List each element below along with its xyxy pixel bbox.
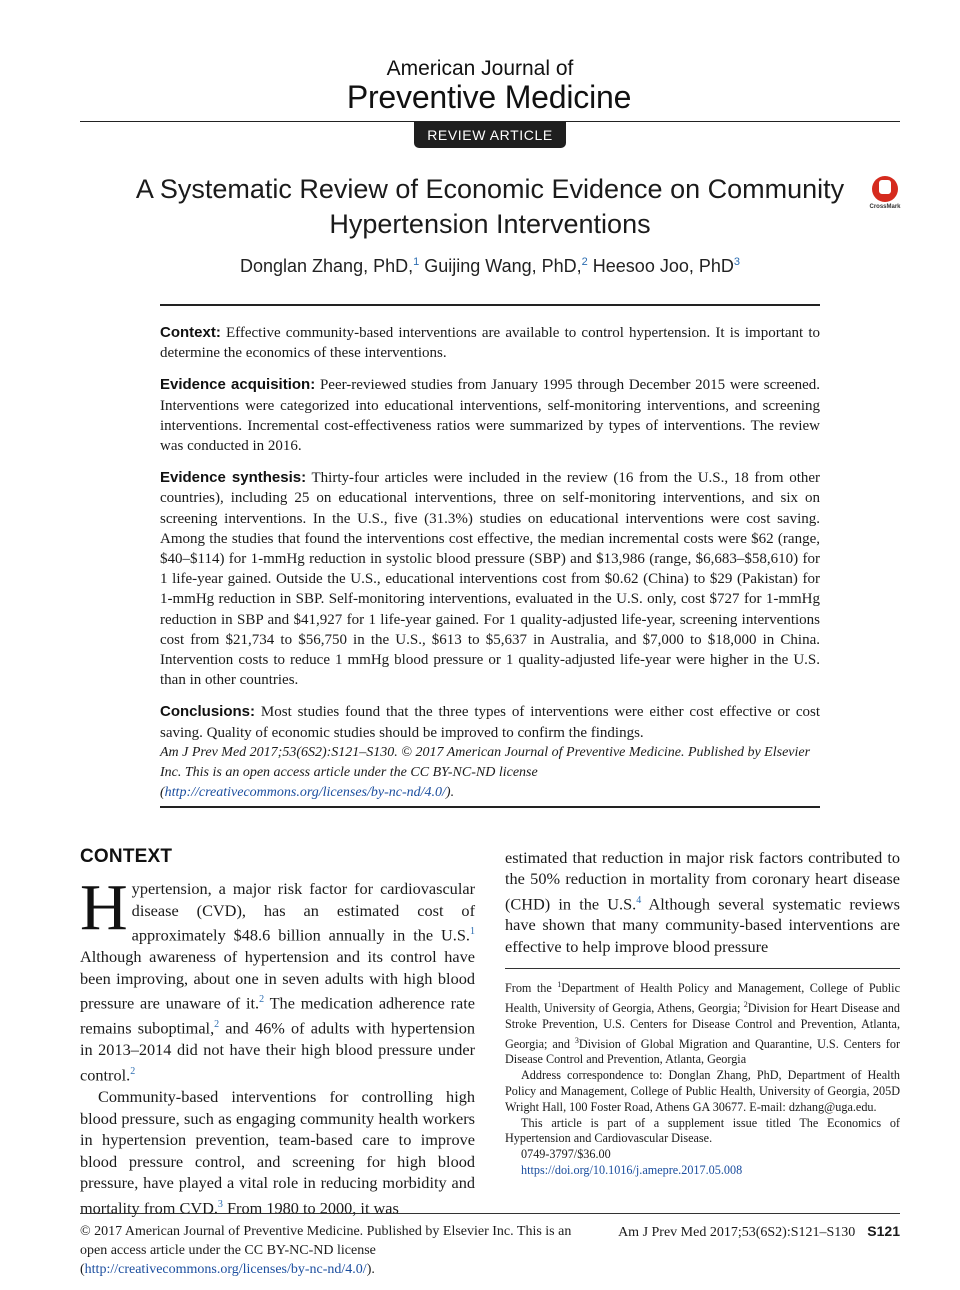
abstract-acquisition-heading: Evidence acquisition:	[160, 376, 316, 394]
journal-name-line1: American Journal of	[386, 57, 574, 80]
reference-link[interactable]: 3	[217, 1199, 223, 1210]
abstract-conclusions-heading: Conclusions:	[160, 703, 256, 721]
paragraph-text: estimated that reduction in major risk factors contributed to the 50% reduction in mortality from coronary heart disease (CHD) in the U.S.	[505, 848, 900, 914]
affiliation-marker: 1	[557, 980, 562, 989]
license-link[interactable]: http://creativecommons.org/licenses/by-nc-nd/4.0/	[164, 784, 446, 800]
journal-name-line2: Preventive Medicine	[346, 79, 632, 115]
footnote-text: Division of Global Migration and Quarantine, U.S. Centers for Disease Control and Prevention, Atlanta, Georgia	[505, 1036, 901, 1067]
reference-link[interactable]: 2	[130, 1066, 136, 1078]
abstract-synthesis	[160, 468, 820, 690]
abstract-conclusions	[160, 702, 820, 742]
footer-rule	[80, 1213, 900, 1214]
abstract-synthesis-heading: Evidence synthesis:	[160, 469, 307, 487]
body-paragraph	[80, 1086, 475, 1219]
footer-license-link[interactable]: http://creativecommons.org/licenses/by-nc-nd/4.0/	[84, 1262, 367, 1277]
footer-paren-open: (	[80, 1262, 85, 1277]
author-name: Guijing Wang, PhD,	[424, 256, 582, 276]
reference-link[interactable]: 1	[470, 926, 475, 938]
paragraph-text: From 1980 to 2000, it was	[222, 1198, 399, 1218]
author-name: Donglan Zhang, PhD,	[239, 256, 414, 276]
abstract-top-rule	[160, 304, 820, 306]
correspondence-note: Address correspondence to: Donglan Zhang, PhD, Department of Health Policy and Management, College of Public Health, University of Georgia, 205D Wright Hall, 100 Foster Road, Athens GA 30677. E-mail: dzhang@uga.edu.	[505, 1068, 900, 1114]
footer-paren-close: ).	[366, 1262, 375, 1277]
abstract-context-heading: Context:	[160, 324, 221, 341]
paragraph-text: Although several systematic reviews have shown that many community-based interventions are effective to help improve blood pressure	[505, 894, 901, 956]
affiliation-marker: 3	[574, 1035, 579, 1045]
abstract-bottom-rule	[160, 806, 820, 808]
paragraph-text: ypertension, a major risk factor for cardiovascular disease (CVD), has an estimated cost of approximately $48.6 billion annually in the U.S.	[131, 879, 475, 945]
body-paragraph	[505, 847, 900, 957]
footnote-rule	[505, 968, 900, 969]
footnotes	[505, 977, 900, 1179]
reference-link[interactable]: 2	[259, 994, 265, 1006]
abstract-citation	[160, 743, 820, 803]
footnote-text: Division for Heart Disease and Stroke Prevention, U.S. Centers for Disease Control and Prevention, Atlanta, Georgia; and	[505, 1000, 900, 1051]
paragraph-text: and 46% of adults with hypertension in 2013–2014 did not have their high blood pressure under control.	[80, 1018, 475, 1085]
author-affiliation[interactable]: 2	[581, 256, 588, 268]
page-number: S121	[867, 1223, 900, 1239]
doi-note	[505, 1163, 900, 1179]
affiliation-marker: 2	[743, 999, 748, 1009]
license-paren-open: (	[160, 784, 165, 800]
issn-note: 0749-3797/$36.00	[521, 1147, 611, 1162]
author-affiliation[interactable]: 1	[413, 256, 420, 268]
paragraph-text: Although awareness of hypertension and its control have been improving, about one in seven adults with high blood pressure are unaware of it.	[80, 947, 475, 1013]
abstract-conclusions-text: Most studies found that the three types of interventions were either cost effective or cost saving. Quality of economic studies should be improved to confirm the findings.	[160, 704, 821, 741]
abstract-acquisition-text: Peer-reviewed studies from January 1995 through December 2015 were screened. Interventions were categorized into educational interventions, self-monitoring interventions, and screening interventions. Incremental cost-effectiveness ratios were summarized by types of interventions. The review was conducted in 2016.	[160, 377, 821, 455]
affiliations-note	[505, 977, 900, 1068]
right-column	[505, 847, 900, 957]
crossmark-icon[interactable]	[866, 176, 904, 216]
left-column	[80, 871, 475, 1219]
abstract-acquisition	[160, 375, 820, 456]
crossmark-label: CrossMark	[869, 204, 901, 210]
citation-text: Am J Prev Med 2017;53(6S2):S121–S130. © 2017 American Journal of Preventive Medicine. Published by Elsevier Inc. This is an open access article under the CC BY-NC-ND license	[160, 744, 811, 780]
section-heading-context: CONTEXT	[80, 846, 173, 867]
author-affiliation[interactable]: 3	[733, 256, 740, 268]
doi-link[interactable]: https://doi.org/10.1016/j.amepre.2017.05.008	[521, 1162, 743, 1177]
abstract-context-text: Effective community-based interventions are available to control hypertension. It is important to determine the economics of these interventions.	[160, 325, 820, 362]
supplement-note: This article is part of a supplement issue titled The Economics of Hypertension and Cardiovascular Disease.	[505, 1115, 900, 1146]
footnote-text: From the	[505, 981, 558, 996]
article-type-badge: REVIEW ARTICLE	[414, 122, 566, 148]
footer-license	[80, 1222, 580, 1279]
footnote-text: Department of Health Policy and Management, College of Public Health, University of Georgia, Athens, Georgia;	[505, 981, 900, 1015]
author-name: Heesoo Joo, PhD	[592, 256, 734, 276]
abstract-context	[160, 323, 820, 363]
license-paren-close: ).	[445, 784, 455, 800]
paragraph-text: The medication adherence rate remains suboptimal,	[80, 993, 475, 1038]
footer-citation	[618, 1222, 900, 1242]
paragraph-text: Community-based interventions for controlling high blood pressure, such as engaging community health workers in hypertension prevention, team-based care to improve blood pressure control, and screening for high blood pressure, have played a vital role in reducing morbidity and mortality from CVD.	[80, 1087, 475, 1218]
abstract	[160, 323, 820, 803]
article-title: A Systematic Review of Economic Evidence on Community Hypertension Interventions	[135, 174, 845, 239]
reference-link[interactable]: 2	[214, 1019, 220, 1031]
dropcap-letter: H	[80, 871, 128, 944]
crossmark-logo	[872, 176, 898, 202]
author-list	[0, 256, 960, 277]
reference-link[interactable]: 4	[636, 894, 642, 906]
body-paragraph	[80, 871, 475, 1086]
abstract-synthesis-text: Thirty-four articles were included in the review (16 from the U.S., 18 from other countries), including 25 on educational interventions, three on self-monitoring interventions, and six on screening interventions. In the U.S., five (31.3%) studies on educational interventions were cost saving. Among the studies that found the interventions cost effective, the median incremental costs were $62 (range, $40–$114) for 1-mmHg reduction in systolic blood pressure (SBP) and $13,986 (range, $6,683–$58,610) for 1 life-year gained. Outside the U.S., educational interventions cost from $0.62 (China) to $29 (Pakistan) for 1-mmHg reduction in SBP. Self-monitoring interventions, evaluated in the U.S. only, cost $727 for 1-mmHg reduction in SBP and $41,927 for 1 life-year gained. For 1 quality-adjusted life-year, screening interventions cost from $21,734 to $56,750 in the U.S., $613 to $5,637 in Australia, and $7,000 to $18,000 in China. Intervention costs to reduce 1 mmHg blood pressure or 1 quality-adjusted life-year were higher in the U.S. than in other countries.	[160, 470, 821, 689]
footer-journal-citation: Am J Prev Med 2017;53(6S2):S121–S130	[618, 1225, 856, 1240]
footer-license-text: © 2017 American Journal of Preventive Medicine. Published by Elsevier Inc. This is an open access article under the CC BY-NC-ND license	[80, 1224, 572, 1258]
